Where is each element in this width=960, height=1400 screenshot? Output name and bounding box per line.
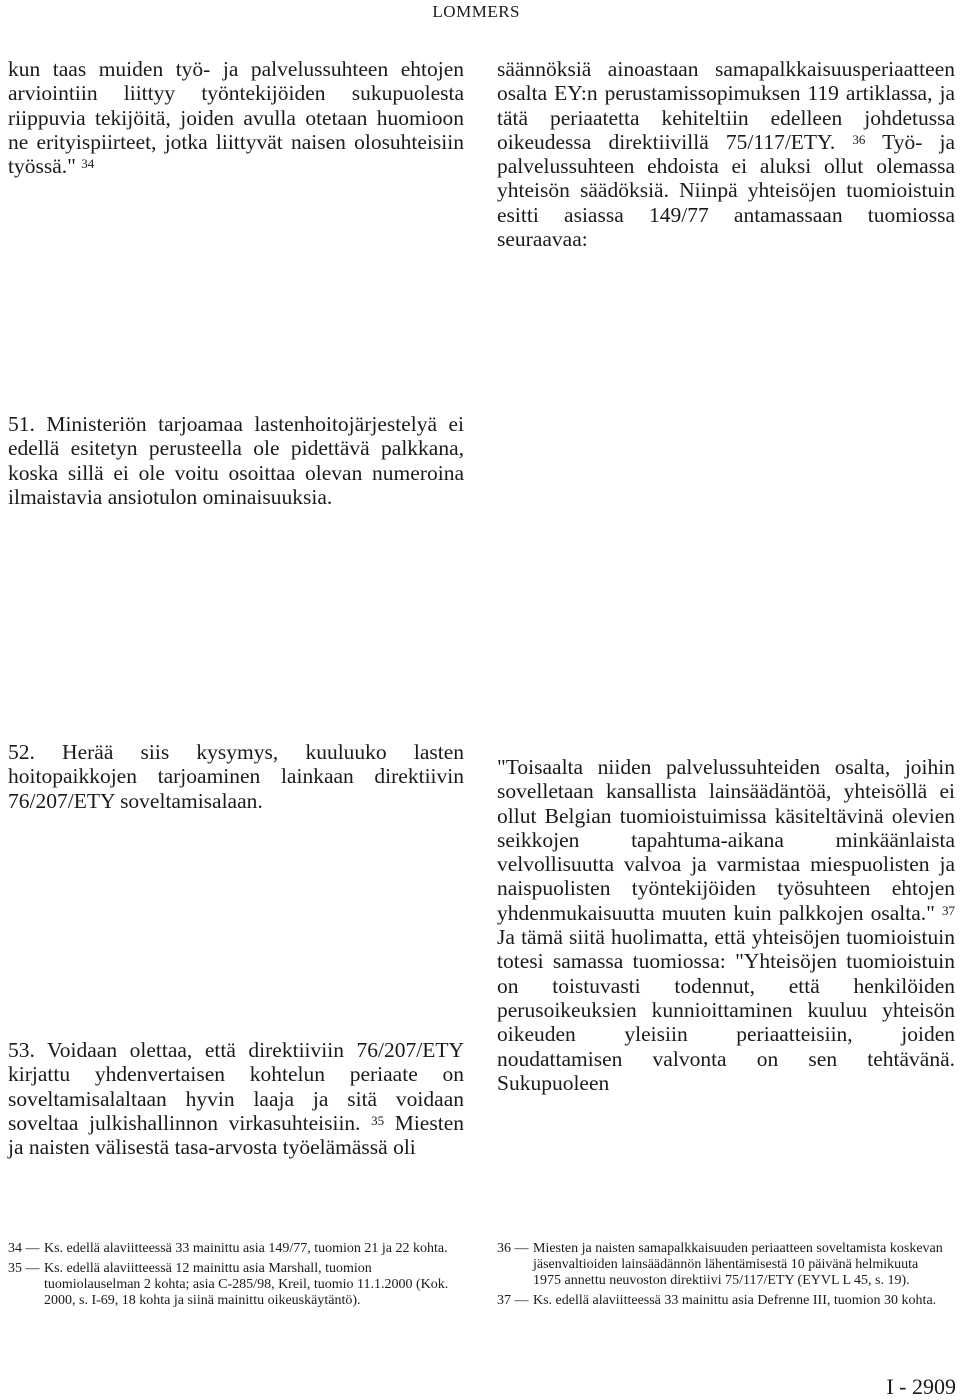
paragraph-51 (8, 412, 464, 509)
footnote-ref-36[interactable]: 36 (852, 131, 866, 147)
footnotes-right (497, 1241, 949, 1313)
paragraph-53-text-a: 53. Voidaan olettaa, että direktiiviin 76/207/ETY kirjattu yhdenvertaisen kohtelun periaate on soveltamisalaltaan hyvin laaja ja sitä voidaan soveltaa julkishallinnon virkasuhteisiin. (8, 1038, 464, 1135)
right-quote-paragraph (497, 755, 955, 1095)
footnote-number: 37 — (497, 1293, 529, 1308)
footnote-36 (497, 1241, 949, 1289)
right-top-text-a: säännöksiä ainoastaan samapalkkaisuusperiaatteen osalta EY:n perustamissopimuksen 119 artiklassa, ja tätä periaatetta kehiteltiin edelleen johdetussa oikeudessa direktiivillä 75/117/ETY. (497, 57, 955, 154)
footnote-number: 34 — (8, 1241, 40, 1256)
left-continuation-paragraph (8, 57, 464, 178)
quote-text-b: Ja tämä siitä huolimatta, että yhteisöjen tuomioistuin totesi samassa tuomiossa: "Yhteisöjen tuomioistuin on toistuvasti todennut, että henkilöiden perusoikeuksien kunnioittaminen kuuluu yhteisön oikeuden yleisiin periaatteisiin, joiden noudattamisen valvonta on sen tehtävänä. Sukupuoleen (497, 925, 955, 1095)
footnote-text: Miesten ja naisten samapalkkaisuuden periaatteen soveltamista koskevan jäsenvaltioiden lainsäädännön lähentämisestä 10 päivänä helmikuuta 1975 annettu neuvoston direktiivi 75/117/ETY (EYVL L 45, s. 19). (533, 1241, 943, 1288)
footnote-text: Ks. edellä alaviitteessä 33 mainittu asia Defrenne III, tuomion 30 kohta. (533, 1293, 937, 1308)
footnote-text: Ks. edellä alaviitteessä 12 mainittu asia Marshall, tuomion tuomiolauselman 2 kohta; asia C-285/98, Kreil, tuomio 11.1.2000 (Kok. 2000, s. I-69, 18 kohta ja siinä mainittu oikeuskäytäntö). (44, 1261, 449, 1308)
footnote-35 (8, 1261, 466, 1309)
page-number: I - 2909 (886, 1374, 956, 1399)
paragraph-52-text: 52. Herää siis kysymys, kuuluuko lasten hoitopaikkojen tarjoaminen lainkaan direktiivin 76/207/ETY soveltamisalaan. (8, 740, 464, 813)
paragraph-53-text-b: Miesten ja naisten välisestä tasa-arvosta työelämässä oli (8, 1110, 464, 1160)
paragraph-52 (8, 740, 464, 813)
footnotes-left (8, 1241, 466, 1313)
footnote-ref-34[interactable]: 34 (81, 156, 95, 172)
paragraph-51-text: 51. Ministeriön tarjoamaa lastenhoitojärjestelyä ei edellä esitetyn perusteella ole pidettävä palkkana, koska sillä ei ole voitu osoittaa olevan numeroina ilmaistavia ansiotulon ominaisuuksia. (8, 412, 464, 509)
right-top-paragraph (497, 57, 955, 251)
continuation-text: kun taas muiden työ- ja palvelussuhteen ehtojen arviointiin liittyy työntekijöiden sukupuolesta riippuvia tekijöitä, joiden avulla otetaan huomioon ne erityispiirteet, jotka liittyvät naisen olosuhteisiin työssä." (8, 57, 464, 179)
footnote-34 (8, 1241, 466, 1257)
right-top-text-b: Työ- ja palvelussuhteen ehdoista ei aluksi ollut olemassa yhteisön säädöksiä. Niinpä yhteisöjen tuomioistuin esitti asiassa 149/77 antamassaan tuomiossa seuraavaa: (497, 129, 955, 252)
footnote-number: 35 — (8, 1261, 40, 1276)
footnote-ref-37[interactable]: 37 (942, 902, 956, 918)
footnote-number: 36 — (497, 1241, 529, 1256)
paragraph-53 (8, 1038, 464, 1159)
footnote-text: Ks. edellä alaviitteessä 33 mainittu asia 149/77, tuomion 21 ja 22 kohta. (44, 1241, 448, 1256)
quote-text-a: "Toisaalta niiden palvelussuhteiden osalta, joihin sovelletaan kansallista lainsäädäntöä, yhteisöllä ei ollut Belgian tuomioistuimissa käsiteltävinä olevien seikkojen tapahtuma-aikana minkäänlaista velvollisuutta valvoa ja varmistaa miespuolisten ja naispuolisten työntekijöiden työsuhteen ehtojen yhdenmukaisuutta muuten kuin palkkojen osalta." (497, 755, 955, 925)
footnote-37 (497, 1293, 949, 1309)
footnote-ref-35[interactable]: 35 (371, 1112, 385, 1128)
running-head: LOMMERS (432, 2, 520, 21)
